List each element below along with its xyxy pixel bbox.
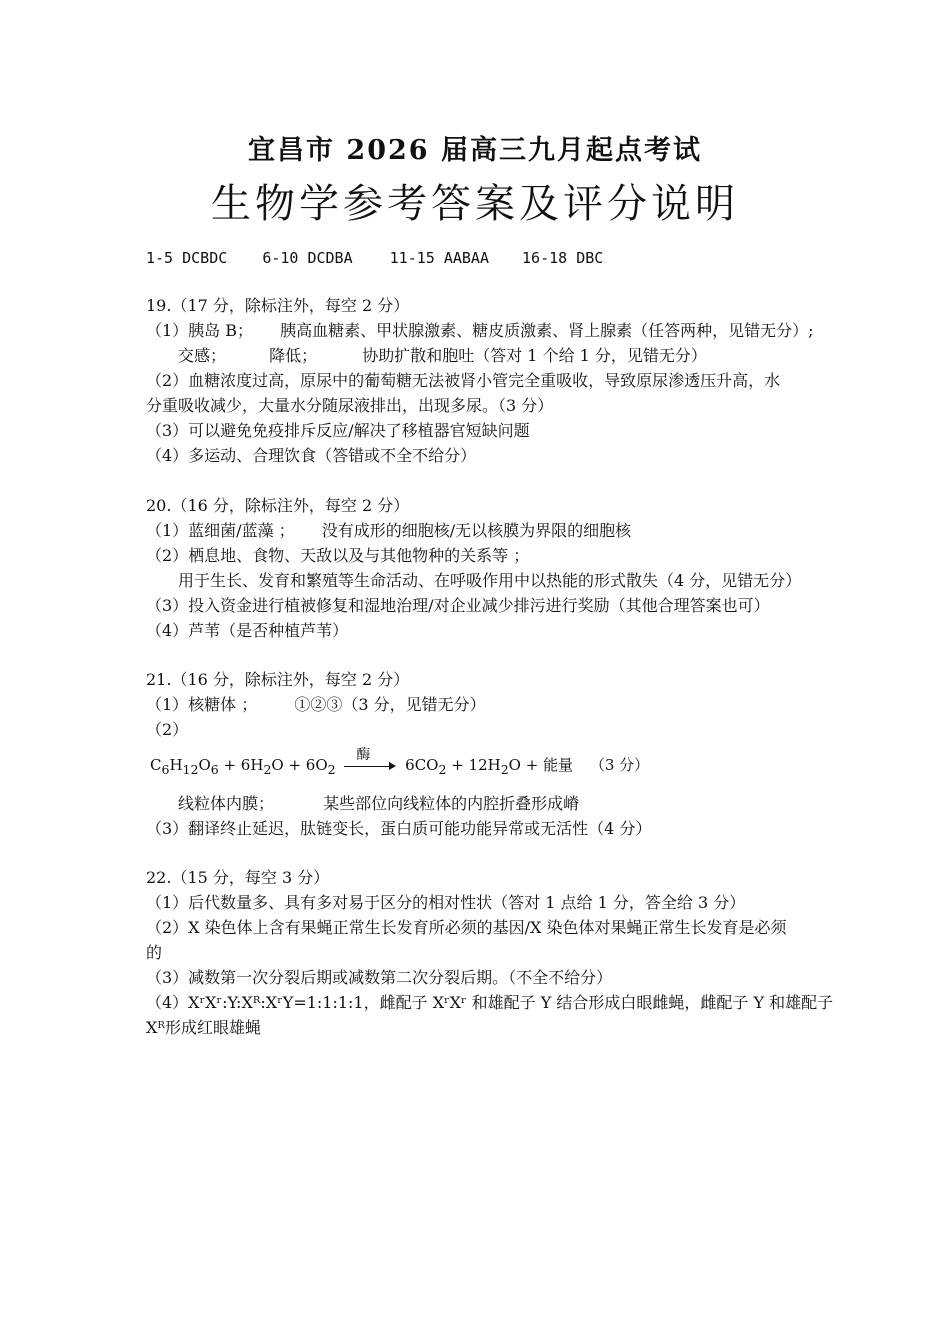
eq-hydrogen: H	[169, 756, 183, 774]
eq-sub: 2	[500, 762, 509, 777]
mc-group-2: 6-10 DCDBA	[262, 249, 353, 267]
q19-answer-1c: 交感；	[178, 346, 227, 365]
q22-part2-line2: 的	[146, 943, 163, 962]
q21-part3: （3）翻译终止延迟，肽链变长，蛋白质可能功能异常或无活性（4 分）	[146, 819, 652, 838]
q20-heading: 20.（16 分，除标注外，每空 2 分）	[146, 496, 410, 515]
q20-answer-1a: （1）蓝细菌/蓝藻 ；	[146, 521, 295, 540]
q22-part4-line2: Xᴿ形成红眼雄蝇	[146, 1018, 261, 1037]
q22-heading: 22.（15 分，每空 3 分）	[146, 868, 330, 887]
mc-group-1: 1-5 DCBDC	[146, 249, 228, 267]
q19-answer-1b: 胰高血糖素、甲状腺激素、糖皮质激素、肾上腺素（任答两种，见错无分）;	[280, 321, 814, 340]
q20-answer-1b: 没有成形的细胞核/无以核膜为界限的细胞核	[321, 521, 632, 540]
q19-part3: （3）可以避免免疫排斥反应/解决了移植器官短缺问题	[146, 421, 530, 440]
q19-part4: （4）多运动、合理饮食（答错或不全不给分）	[146, 446, 477, 465]
q19-part1-line2	[178, 346, 707, 366]
q19-answer-1d: 降低；	[269, 346, 318, 365]
q20-part2-line2: 用于生长、发育和繁殖等生命活动、在呼吸作用中以热能的形式散失（4 分，见错无分）	[178, 571, 802, 590]
eq-sub: 12	[182, 762, 199, 777]
eq-water-reactant: + 6H	[218, 756, 264, 774]
eq-water-product: + 12H	[446, 756, 501, 774]
eq-oxygen-reactant: O + 6O	[271, 756, 328, 774]
q21-part2-line2	[178, 794, 579, 814]
q20-part2-line1: （2）栖息地、食物、天敌以及与其他物种的关系等 ；	[146, 546, 530, 565]
q20-part3: （3）投入资金进行植被修复和湿地治理/对企业减少排污进行奖励（其他合理答案也可）	[146, 596, 770, 615]
q19-answer-1a: （1）胰岛 B；	[146, 321, 254, 340]
eq-sub: 6	[210, 762, 219, 777]
q22-part1: （1）后代数量多、具有多对易于区分的相对性状（答对 1 点给 1 分，答全给 3 分）	[146, 893, 746, 912]
eq-oxygen: O	[198, 756, 211, 774]
enzyme-label: 酶	[356, 747, 371, 763]
q21-answer-2d: 某些部位向线粒体的内腔折叠形成嵴	[323, 794, 580, 813]
respiration-equation	[150, 747, 650, 777]
q21-part2-label: （2）	[146, 720, 189, 739]
q19-part2-line2: 分重吸收减少，大量水分随尿液排出，出现多尿。（3 分）	[146, 396, 554, 415]
q20-part1	[146, 521, 631, 541]
mc-group-4: 16-18 DBC	[522, 249, 604, 267]
q19-part2-line1: （2）血糖浓度过高，原尿中的葡萄糖无法被肾小管完全重吸收，导致原尿渗透压升高，水	[146, 371, 781, 390]
q21-answer-2c: 线粒体内膜；	[178, 794, 275, 813]
q20-part4: （4）芦苇（是否种植芦苇）	[146, 621, 349, 640]
q22-part4-line1: （4）XʳXʳ:Y:Xᴿ:XʳY=1:1:1:1，雌配子 XʳXʳ 和雄配子 Y 结合形成白眼雌蝇，雌配子 Y 和雄配子	[146, 993, 834, 1012]
q19-answer-1e: 协助扩散和胞吐（答对 1 个给 1 分，见错无分）	[362, 346, 707, 365]
q21-part1	[146, 695, 486, 715]
q19-part1-line1	[146, 321, 814, 341]
eq-sub: 6	[161, 762, 170, 777]
q21-answer-1a: （1）核糖体 ；	[146, 695, 258, 714]
exam-title: 宜昌市 2026 届高三九月起点考试	[248, 135, 702, 166]
eq-co2: 6CO	[405, 756, 439, 774]
answer-key-subtitle: 生物学参考答案及评分说明	[211, 181, 739, 227]
eq-sub: 2	[263, 762, 272, 777]
multiple-choice-answers	[146, 248, 603, 268]
mc-group-3: 11-15 AABAA	[389, 249, 489, 267]
eq-energy: O + 能量	[508, 756, 574, 774]
eq-carbon: C	[150, 756, 162, 774]
q21-answer-1b: ①②③（3 分，见错无分）	[294, 695, 486, 714]
q22-part2-line1: （2）X 染色体上含有果蝇正常生长发育所必须的基因/X 染色体对果蝇正常生长发育是必须	[146, 918, 787, 937]
q22-part3: （3）减数第一次分裂后期或减数第二次分裂后期。（不全不给分）	[146, 968, 613, 987]
q19-heading: 19.（17 分，除标注外，每空 2 分）	[146, 296, 410, 315]
eq-sub: 2	[438, 762, 447, 777]
eq-sub: 2	[327, 762, 336, 777]
q21-heading: 21.（16 分，除标注外，每空 2 分）	[146, 670, 410, 689]
eq-score: （3 分）	[589, 756, 650, 774]
